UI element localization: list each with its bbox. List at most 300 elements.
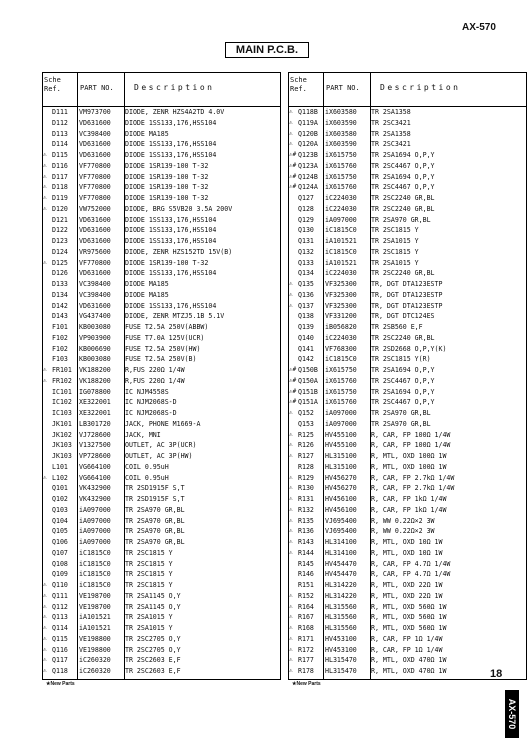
part-no-cell: VE198700 — [79, 591, 111, 600]
sche-ref-cell: Q117 — [52, 656, 68, 665]
sche-ref-cell: R130 — [298, 484, 314, 493]
safety-mark: ⚠ — [43, 634, 47, 642]
parts-rows-right — [289, 107, 526, 677]
part-no-cell: iA101521 — [325, 258, 357, 267]
description-cell: DIODE 1SR139-100 T-32 — [125, 172, 209, 181]
sche-ref-header: Sche — [44, 76, 61, 84]
table-row — [43, 526, 280, 537]
sche-ref-cell: D133 — [52, 280, 68, 288]
part-no-cell: IG078800 — [79, 387, 111, 396]
description-cell: FUSE T2.5A 250V(B) — [125, 355, 197, 364]
description-cell: DIODE MA185 — [125, 129, 169, 138]
description-cell: R, WW 0.22Ω×2 3W — [371, 527, 435, 536]
sche-ref-cell: Q124B — [298, 172, 318, 181]
safety-mark: ⚠ — [289, 280, 293, 287]
table-row — [289, 559, 526, 570]
sche-ref-cell: R168 — [298, 624, 314, 632]
sche-ref-cell: L102 — [52, 473, 68, 482]
table-row — [43, 225, 280, 236]
table-row — [43, 182, 280, 193]
description-cell: DIODE 1SS133,176,HSS104 — [125, 226, 217, 235]
sche-ref-cell: Q133 — [298, 258, 314, 267]
description-cell: TR 2SC1815 Y — [125, 559, 173, 568]
sche-ref-cell: Q116 — [52, 645, 68, 654]
description-cell: TR 2SC1815 Y(R) — [371, 355, 431, 364]
description-cell: DIODE 1SS133,176,HSS104 — [125, 237, 217, 245]
table-row — [289, 344, 526, 355]
part-no-cell: VG664100 — [79, 473, 111, 482]
description-cell: TR 2SC3421 — [371, 140, 411, 149]
description-cell: TR 2SC3421 — [371, 118, 411, 127]
part-no-cell: HL315560 — [325, 624, 357, 632]
sche-ref-cell: JK103 — [52, 452, 72, 460]
table-row — [289, 612, 526, 623]
sche-ref-cell: R167 — [298, 613, 314, 622]
sche-ref-cell: Q150B — [298, 366, 318, 374]
safety-mark: ⚠ — [289, 129, 293, 137]
part-no-cell: HV455100 — [325, 441, 357, 450]
part-no-cell: VK432900 — [79, 484, 111, 493]
part-no-cell: VK432900 — [79, 495, 111, 503]
safety-mark: ⚠ — [289, 409, 293, 416]
safety-mark: ⚠ — [289, 473, 293, 481]
description-cell: R, CAR, FP 1kΩ 1/4W — [371, 495, 447, 503]
sche-ref-cell: R164 — [298, 602, 314, 611]
part-no-cell: iA097000 — [325, 215, 357, 224]
sche-ref-cell: R128 — [298, 462, 314, 471]
table-row — [289, 150, 526, 161]
sche-ref-cell: Q103 — [52, 505, 68, 514]
description-cell: TR 2SC4467 O,P,Y — [371, 398, 435, 407]
part-no-cell: XE322001 — [79, 409, 111, 417]
table-row — [289, 333, 526, 344]
table-row — [43, 548, 280, 559]
description-cell: R, CAR, FP 2.7kΩ 1/4W — [371, 473, 455, 482]
safety-mark: ⚠ — [289, 430, 293, 438]
part-no-cell: HL315100 — [325, 452, 357, 460]
table-row — [43, 430, 280, 441]
description-cell: R, MTL, OXD 100Ω 1W — [371, 452, 447, 460]
part-no-cell: VD631600 — [79, 269, 111, 278]
table-row — [43, 107, 280, 118]
page-title: MAIN P.C.B. — [225, 42, 309, 58]
sche-ref-cell: FR101 — [52, 366, 72, 374]
table-row — [289, 301, 526, 312]
sche-ref-cell: Q118 — [52, 667, 68, 675]
table-row — [43, 602, 280, 613]
safety-mark: ⚠ — [289, 624, 293, 631]
part-no-header: PART NO. — [80, 84, 114, 92]
description-cell: TR 2SA1694 O,P,Y — [371, 366, 435, 374]
sche-ref-cell: Q127 — [298, 194, 314, 202]
sche-ref-cell: JK102 — [52, 430, 72, 439]
table-row — [289, 354, 526, 365]
safety-mark: ⚠ — [43, 581, 47, 588]
safety-mark: ⚠# — [289, 366, 297, 373]
description-cell: TR 2SC4467 O,P,Y — [371, 183, 435, 192]
description-cell: TR 2SC1815 Y — [125, 548, 173, 557]
safety-mark: ⚠# — [289, 376, 297, 384]
table-row — [289, 139, 526, 150]
description-cell: DIODE MA185 — [125, 290, 169, 299]
table-row — [43, 591, 280, 602]
table-row — [43, 161, 280, 172]
table-row — [289, 397, 526, 408]
table-row — [43, 204, 280, 215]
table-row — [43, 344, 280, 355]
part-no-cell: iA101521 — [79, 613, 111, 622]
part-no-cell: HL315560 — [325, 602, 357, 611]
part-no-cell: iC224030 — [325, 204, 357, 213]
table-row — [289, 365, 526, 376]
sche-ref-cell: Q101 — [52, 484, 68, 493]
description-cell: TR 2SC4467 O,P,Y — [371, 161, 435, 170]
safety-mark: ⚠ — [289, 118, 293, 126]
part-no-header: PART NO. — [326, 84, 360, 92]
part-no-cell: iC1815C0 — [79, 548, 111, 557]
description-cell: TR 2SC2240 GR,BL — [371, 194, 435, 202]
sche-ref-cell: Q140 — [298, 333, 314, 342]
table-row — [289, 419, 526, 430]
description-cell: R, MTL, OXD 10Ω 1W — [371, 538, 443, 546]
description-cell: R, MTL, OXD 100Ω 1W — [371, 462, 447, 471]
description-cell: TR 2SC2705 O,Y — [125, 645, 181, 654]
table-row — [43, 129, 280, 140]
table-row — [289, 225, 526, 236]
part-no-cell: VK188200 — [79, 376, 111, 385]
part-no-cell: XE322001 — [79, 398, 111, 407]
part-no-cell: iX615760 — [325, 161, 357, 170]
safety-mark: ⚠ — [289, 645, 293, 653]
sche-ref-cell: F102 — [52, 344, 68, 353]
sche-ref-cell: Q138 — [298, 312, 314, 321]
description-cell: R, MTL, OXD 560Ω 1W — [371, 613, 447, 622]
description-cell: R, MTL, OXD 10Ω 1W — [371, 548, 443, 557]
part-no-cell: HL314100 — [325, 548, 357, 557]
description-cell: DIODE 1SS133,176,HSS104 — [125, 151, 217, 159]
description-cell: R, MTL, OXD 22Ω 1W — [371, 581, 443, 589]
part-no-cell: VJ695400 — [325, 527, 357, 536]
sche-ref-header-2: Ref. — [290, 85, 307, 93]
part-no-cell: VP903900 — [79, 333, 111, 342]
sche-ref-cell: Q153 — [298, 419, 314, 428]
table-row — [289, 247, 526, 258]
sche-ref-cell: R127 — [298, 452, 314, 460]
sche-ref-cell: Q123B — [298, 151, 318, 159]
part-no-cell: VD631600 — [79, 215, 111, 224]
sche-ref-cell: R152 — [298, 591, 314, 600]
table-row — [289, 602, 526, 613]
part-no-cell: VK188200 — [79, 366, 111, 374]
part-no-cell: HL315100 — [325, 462, 357, 471]
part-no-cell: iC1815C0 — [79, 581, 111, 589]
sche-ref-cell: IC103 — [52, 409, 72, 417]
part-no-cell: iX603590 — [325, 118, 357, 127]
safety-mark: ⚠ — [43, 602, 47, 610]
part-no-cell: VF770800 — [79, 172, 111, 181]
description-cell: TR, DGT DTA123ESTP — [371, 301, 443, 310]
table-row — [289, 483, 526, 494]
description-cell: TR 2SA1015 Y — [371, 237, 419, 245]
sche-ref-cell: FR102 — [52, 376, 72, 385]
table-row — [43, 333, 280, 344]
safety-mark: ⚠ — [43, 366, 47, 373]
sche-ref-cell: D143 — [52, 312, 68, 321]
part-no-cell: HV454470 — [325, 559, 357, 568]
table-row — [43, 655, 280, 666]
description-cell: R, CAR, FP 4.7Ω 1/4W — [371, 559, 451, 568]
page-number: 18 — [490, 668, 503, 680]
description-cell: DIODE MA185 — [125, 280, 169, 288]
table-row — [289, 322, 526, 333]
description-cell: DIODE 1SS133,176,HSS104 — [125, 215, 217, 224]
description-cell: R, CAR, FP 100Ω 1/4W — [371, 430, 451, 439]
part-no-cell: iC260320 — [79, 667, 111, 675]
part-no-cell: VF331200 — [325, 312, 357, 321]
safety-mark: ⚠ — [43, 473, 47, 481]
description-cell: TR 2SA1358 — [371, 129, 411, 138]
table-row — [43, 645, 280, 656]
table-row — [43, 311, 280, 322]
sche-ref-cell: F103 — [52, 355, 68, 364]
sche-ref-cell: Q142 — [298, 355, 314, 364]
table-row — [43, 387, 280, 398]
sche-ref-cell: Q104 — [52, 516, 68, 525]
description-cell: TR 2SA970 GR,BL — [125, 527, 185, 536]
part-no-cell: iC224030 — [325, 333, 357, 342]
table-row — [289, 505, 526, 516]
description-cell: TR 2SC1815 Y — [371, 226, 419, 235]
table-row — [43, 354, 280, 365]
sche-ref-cell: R132 — [298, 505, 314, 514]
table-row — [43, 376, 280, 387]
part-no-cell: iC224030 — [325, 269, 357, 278]
description-cell: TR 2SD2668 O,P,Y(K) — [371, 344, 447, 353]
part-no-cell: iX615760 — [325, 376, 357, 385]
description-cell: DIODE 1SS133,176,HSS104 — [125, 301, 217, 310]
table-row — [43, 279, 280, 290]
sche-ref-cell: IC102 — [52, 398, 72, 407]
safety-mark: ⚠ — [289, 505, 293, 513]
table-row — [43, 236, 280, 247]
sche-ref-cell: Q109 — [52, 570, 68, 579]
table-row — [289, 580, 526, 591]
side-tab — [505, 690, 519, 738]
description-cell: R,FUS 220Ω 1/4W — [125, 376, 185, 385]
description-cell: TR 2SA1694 O,P,Y — [371, 172, 435, 181]
part-no-cell: iX615750 — [325, 366, 357, 374]
table-row — [43, 634, 280, 645]
sche-ref-cell: D117 — [52, 172, 68, 181]
part-no-cell: HL314220 — [325, 581, 357, 589]
sche-ref-cell: R144 — [298, 548, 314, 557]
sche-ref-cell: Q151B — [298, 387, 318, 396]
table-row — [289, 462, 526, 473]
part-no-cell: VF325300 — [325, 301, 357, 310]
sche-ref-cell: Q150A — [298, 376, 318, 385]
description-cell: JACK, MNI — [125, 430, 161, 439]
sche-ref-cell: Q115 — [52, 634, 68, 643]
description-cell: TR 2SA970 GR,BL — [371, 409, 431, 417]
part-no-cell: iX603590 — [325, 140, 357, 149]
sche-ref-cell: Q141 — [298, 344, 314, 353]
part-no-cell: VD631600 — [79, 151, 111, 159]
part-no-cell: VE198700 — [79, 602, 111, 611]
sche-ref-header: Sche — [290, 76, 307, 84]
sche-ref-cell: D113 — [52, 129, 68, 138]
table-row — [289, 290, 526, 301]
safety-mark: ⚠ — [289, 667, 293, 674]
table-row — [289, 623, 526, 634]
description-cell: TR 2SC2240 GR,BL — [371, 204, 435, 213]
sche-ref-cell: Q111 — [52, 591, 68, 600]
part-no-cell: VG664100 — [79, 462, 111, 471]
sche-ref-cell: Q113 — [52, 613, 68, 622]
safety-mark: ⚠ — [289, 656, 293, 664]
table-row — [289, 107, 526, 118]
table-header — [43, 73, 280, 107]
table-row — [43, 365, 280, 376]
sche-ref-cell: IC101 — [52, 387, 72, 396]
part-no-cell: VD631600 — [79, 226, 111, 235]
description-cell: DIODE 1SS133,176,HSS104 — [125, 269, 217, 278]
table-row — [43, 505, 280, 516]
description-cell: FUSE T2.5A 250V(ABBW) — [125, 323, 209, 331]
description-cell: OUTLET, AC 3P(UCR) — [125, 441, 197, 450]
description-header: Description — [380, 83, 461, 92]
table-row — [43, 268, 280, 279]
sche-ref-cell: Q130 — [298, 226, 314, 235]
sche-ref-cell: D116 — [52, 161, 68, 170]
description-cell: TR 2SC1815 Y — [371, 247, 419, 256]
description-cell: TR 2SA1145 O,Y — [125, 602, 181, 611]
table-row — [289, 655, 526, 666]
description-cell: R, MTL, OXD 560Ω 1W — [371, 624, 447, 632]
description-header: Description — [134, 83, 215, 92]
sche-ref-cell: R177 — [298, 656, 314, 665]
part-no-cell: VC398400 — [79, 280, 111, 288]
part-no-cell: VD631600 — [79, 118, 111, 127]
part-no-cell: VC398400 — [79, 290, 111, 299]
description-cell: DIODE 1SS133,176,HSS104 — [125, 118, 217, 127]
table-row — [289, 387, 526, 398]
table-row — [289, 311, 526, 322]
sche-ref-cell: D134 — [52, 290, 68, 299]
part-no-cell: HL315470 — [325, 667, 357, 675]
safety-mark: ⚠ — [289, 495, 293, 502]
table-row — [43, 397, 280, 408]
safety-mark: ⚠# — [289, 398, 297, 406]
description-cell: TR, DGT DTC124ES — [371, 312, 435, 321]
description-cell: TR 2SC2705 O,Y — [125, 634, 181, 643]
sche-ref-cell: R146 — [298, 570, 314, 579]
safety-mark: ⚠ — [289, 527, 293, 535]
part-no-cell: HV453100 — [325, 645, 357, 654]
safety-mark: ⚠# — [289, 183, 297, 191]
sche-ref-cell: Q118B — [298, 108, 318, 116]
table-row — [43, 537, 280, 548]
description-cell: COIL 0.95uH — [125, 473, 169, 482]
sche-ref-cell: Q123A — [298, 161, 318, 170]
part-no-cell: iC1815C0 — [325, 226, 357, 235]
safety-mark: ⚠ — [43, 161, 47, 169]
description-cell: TR, DGT DTA123ESTP — [371, 280, 443, 288]
safety-mark: ⚠ — [289, 484, 293, 492]
part-no-cell: HV456100 — [325, 505, 357, 514]
sche-ref-cell: D122 — [52, 226, 68, 235]
part-no-cell: iX615750 — [325, 172, 357, 181]
table-row — [289, 440, 526, 451]
part-no-cell: VD631600 — [79, 237, 111, 245]
part-no-cell: HV456270 — [325, 484, 357, 493]
description-cell: TR 2SA1015 Y — [125, 624, 173, 632]
table-row — [289, 129, 526, 140]
description-cell: FUSE T2.5A 250V(HW) — [125, 344, 201, 353]
table-row — [289, 172, 526, 183]
sche-ref-cell: Q119A — [298, 118, 318, 127]
table-row — [43, 494, 280, 505]
description-cell: TR 2SC1815 Y — [125, 581, 173, 589]
sche-ref-cell: Q151A — [298, 398, 318, 407]
table-row — [43, 483, 280, 494]
sche-ref-cell: Q114 — [52, 624, 68, 632]
part-no-cell: VJ728600 — [79, 430, 111, 439]
description-cell: R, CAR, FP 1Ω 1/4W — [371, 634, 443, 643]
table-row — [43, 215, 280, 226]
sche-ref-cell: D124 — [52, 247, 68, 256]
table-row — [43, 139, 280, 150]
description-cell: IC NJM4558S — [125, 387, 169, 396]
part-no-cell: HL315560 — [325, 613, 357, 622]
description-cell: DIODE 1SR139-100 T-32 — [125, 161, 209, 170]
sche-ref-cell: Q135 — [298, 280, 314, 288]
table-row — [289, 634, 526, 645]
table-row — [43, 623, 280, 634]
table-row — [289, 268, 526, 279]
description-cell: R, CAR, FP 1kΩ 1/4W — [371, 505, 447, 514]
safety-mark: ⚠# — [289, 161, 297, 169]
table-row — [289, 182, 526, 193]
table-row — [43, 516, 280, 527]
part-no-cell: iC1815C0 — [325, 355, 357, 364]
sche-ref-cell: Q108 — [52, 559, 68, 568]
safety-mark: ⚠ — [289, 538, 293, 545]
safety-mark: ⚠ — [289, 591, 293, 599]
description-cell: TR 2SC4467 O,P,Y — [371, 376, 435, 385]
description-cell: TR 2SA1694 O,P,Y — [371, 387, 435, 396]
description-cell: DIODE, ZENR MTZJ5.1B 5.1V — [125, 312, 225, 321]
description-cell: DIODE 1SR139-100 T-32 — [125, 258, 209, 267]
safety-mark: ⚠ — [289, 140, 293, 148]
table-row — [289, 494, 526, 505]
description-cell: TR 2SA970 GR,BL — [125, 516, 185, 525]
description-cell: COIL 0.95uH — [125, 462, 169, 471]
sche-ref-cell: JK103 — [52, 441, 72, 450]
table-row — [289, 537, 526, 548]
table-row — [43, 580, 280, 591]
safety-mark: ⚠ — [43, 645, 47, 653]
sche-ref-cell: Q137 — [298, 301, 314, 310]
part-no-cell: VF770800 — [79, 161, 111, 170]
new-parts-legend: ★New Parts — [46, 681, 75, 687]
table-row — [289, 193, 526, 204]
part-no-cell: VF325300 — [325, 280, 357, 288]
sche-ref-cell: Q132 — [298, 247, 314, 256]
description-cell: R, MTL, OXD 560Ω 1W — [371, 602, 447, 611]
description-cell: OUTLET, AC 3P(HW) — [125, 452, 193, 460]
table-row — [43, 666, 280, 677]
sche-ref-cell: R135 — [298, 516, 314, 525]
